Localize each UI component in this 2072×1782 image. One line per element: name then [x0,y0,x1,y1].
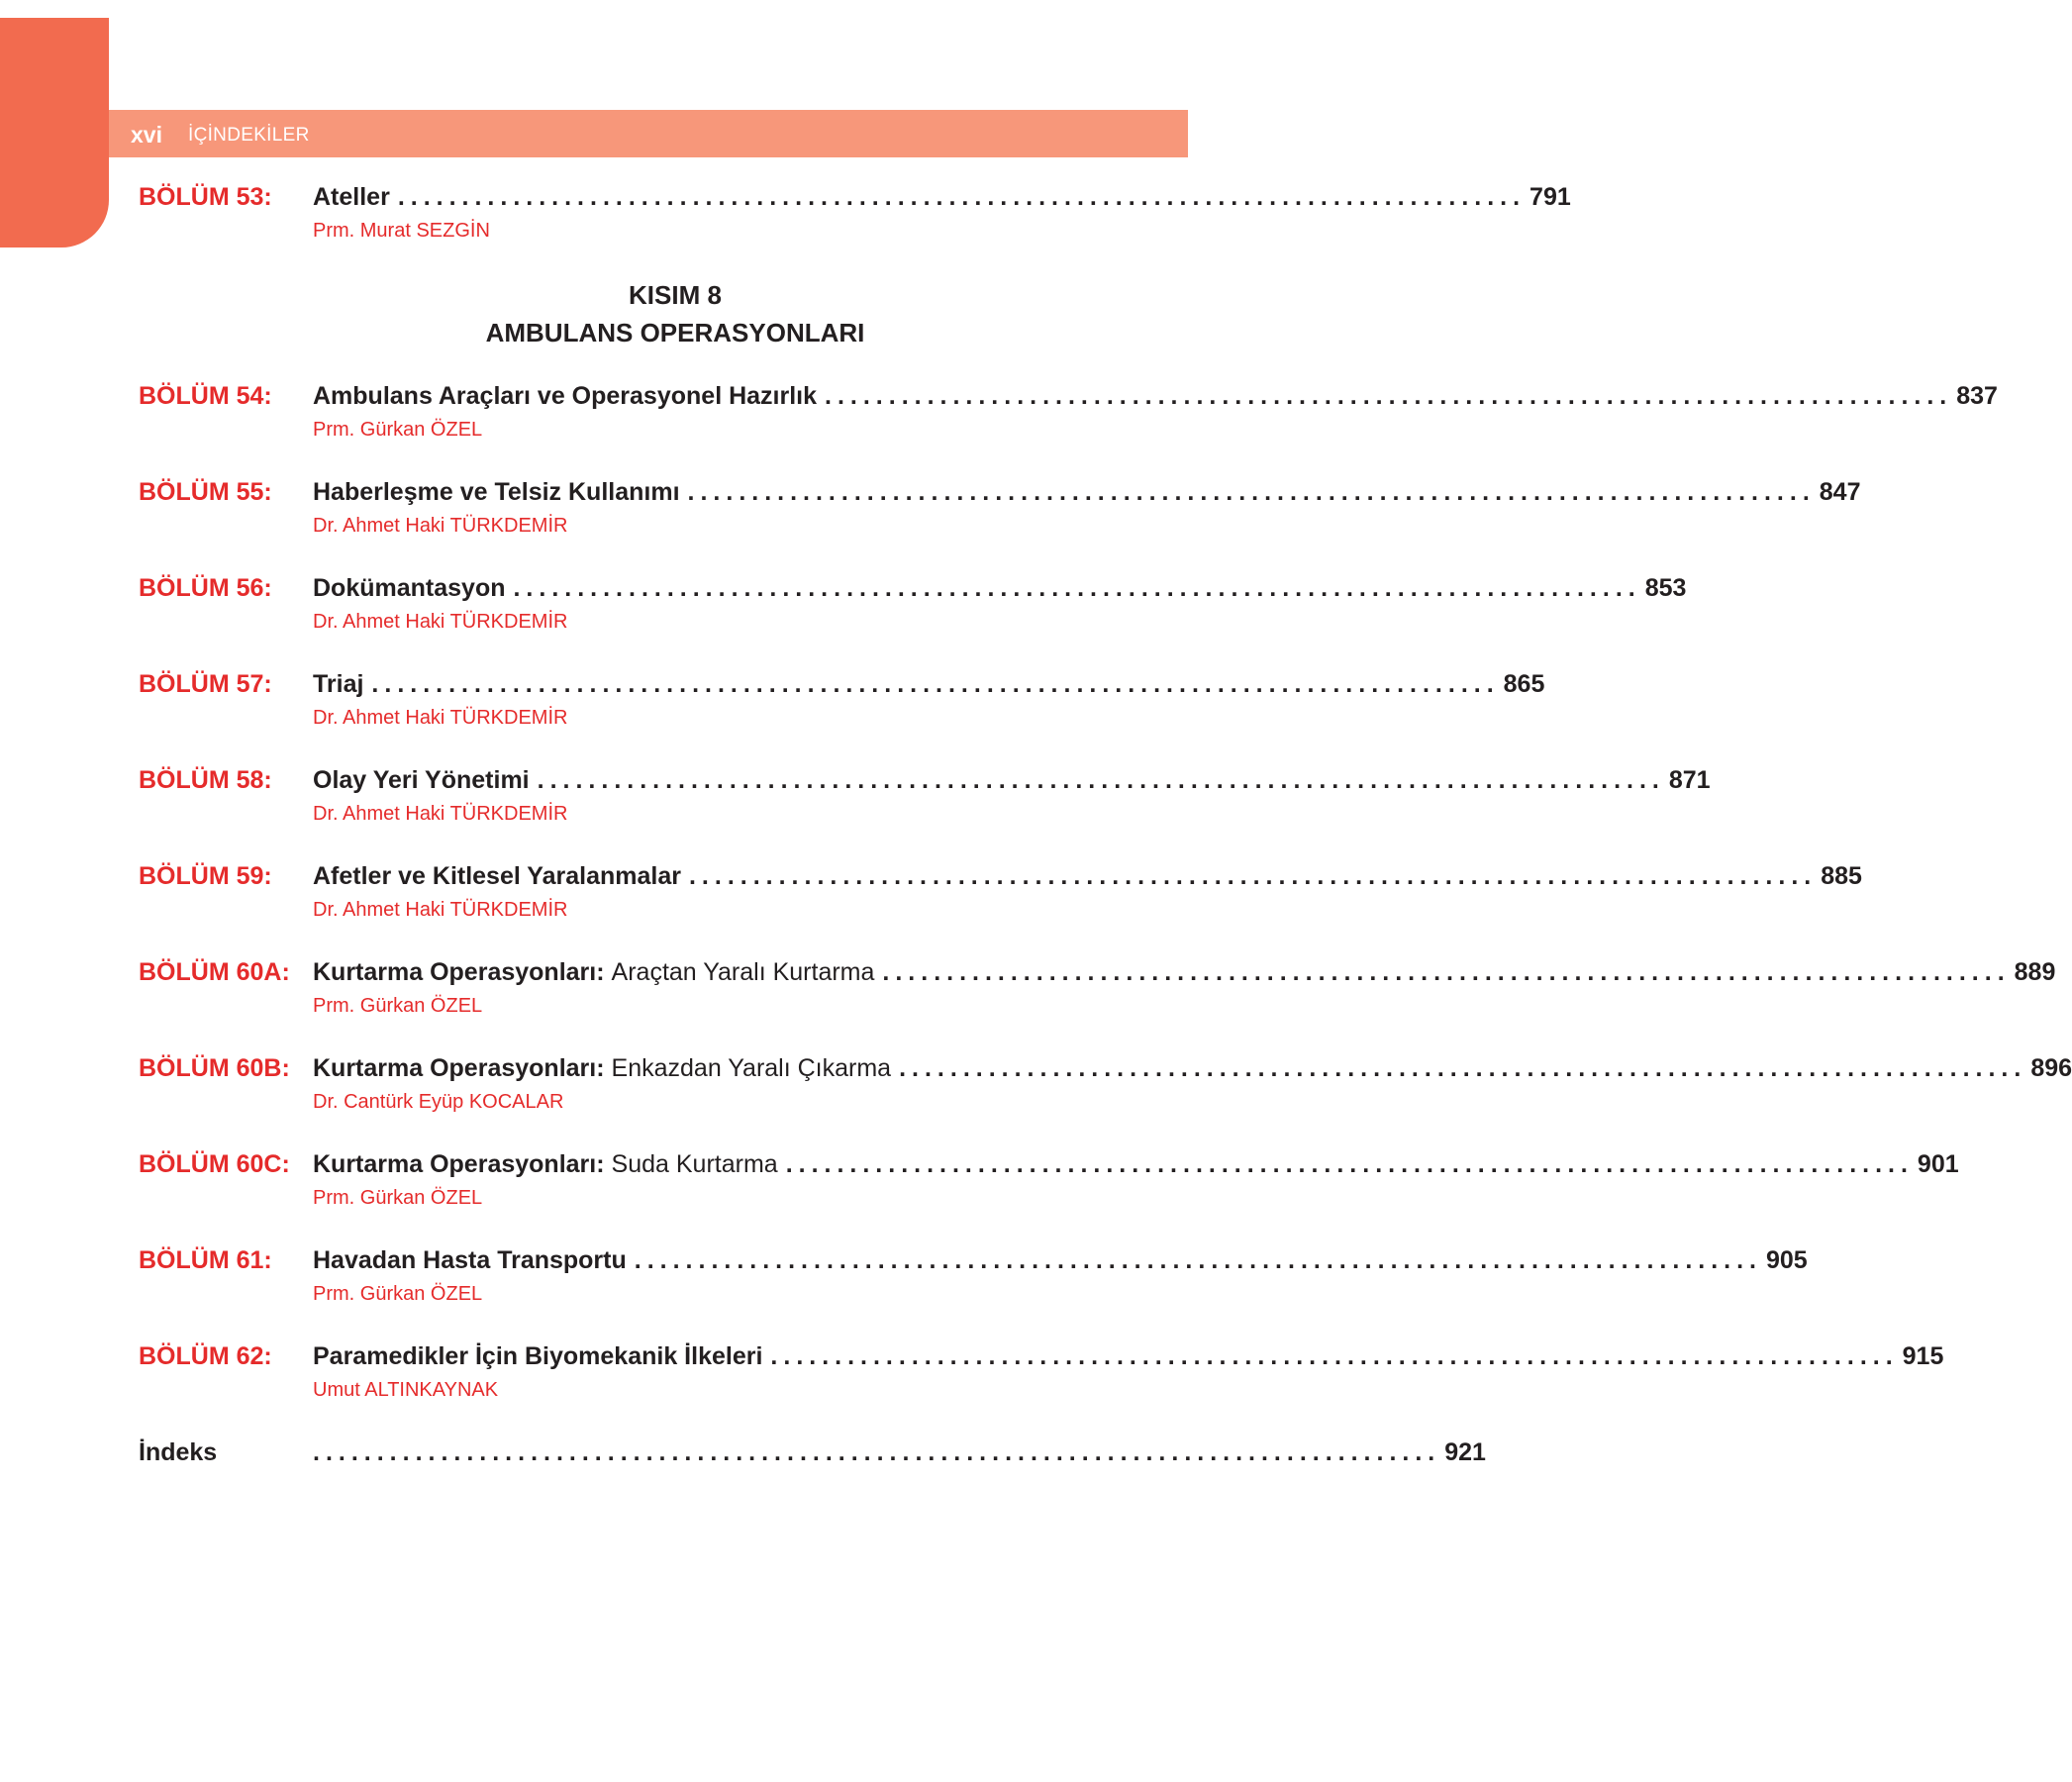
chapter-title: Ambulans Araçları ve Operasyonel Hazırlık [313,382,818,410]
chapter-author: Prm. Gürkan ÖZEL [313,1283,483,1305]
chapter-number: BÖLÜM 56: [139,574,272,602]
chapter-number: BÖLÜM 54: [139,382,272,410]
page-number: 847 [1819,478,1861,506]
chapter-number: BÖLÜM 60B: [139,1054,290,1082]
chapter-number: BÖLÜM 62: [139,1342,272,1370]
leader-dots: ........................................................................................ [899,1054,2027,1082]
page-number: 853 [1644,574,1687,602]
entry-line [313,1052,2072,1084]
chapter-number: BÖLÜM 60A: [139,958,290,986]
leader-dots: ........................................................................................ [688,862,1818,890]
chapter-author: Prm. Gürkan ÖZEL [313,1187,483,1209]
chapter-author: Prm. Murat SEZGİN [313,220,490,242]
chapter-author: Dr. Ahmet Haki TÜRKDEMİR [313,899,568,921]
entry-line [313,1436,1486,1468]
entry-line [313,1148,1959,1180]
page-number: 921 [1444,1438,1486,1466]
entry-line [313,380,1998,412]
leader-dots: ........................................................................................ [513,574,1641,602]
chapter-author: Prm. Gürkan ÖZEL [313,419,483,441]
page-number: 905 [1766,1246,1808,1274]
page-number: 791 [1529,183,1571,211]
chapter-title: Paramedikler İçin Biyomekanik İlkeleri [313,1342,763,1370]
chapter-title: Dokümantasyon [313,574,506,602]
entry-line [313,572,1687,604]
leader-dots: ........................................................................................ [785,1150,1914,1178]
section-title: AMBULANS OPERASYONLARI [485,318,865,347]
chapter-title: Haberleşme ve Telsiz Kullanımı [313,478,680,506]
chapter-author: Dr. Ahmet Haki TÜRKDEMİR [313,707,568,729]
chapter-number: BÖLÜM 60C: [139,1150,290,1178]
chapter-number: BÖLÜM 55: [139,478,272,506]
chapter-author: Dr. Ahmet Haki TÜRKDEMİR [313,803,568,825]
index-label: İndeks [139,1438,218,1466]
chapter-title: Olay Yeri Yönetimi [313,766,530,794]
chapter-number: BÖLÜM 57: [139,670,272,698]
chapter-title: Kurtarma Operasyonları: [313,958,605,986]
entry-line [313,1340,1944,1372]
leader-dots: ........................................................................................ [397,183,1527,211]
chapter-author: Dr. Cantürk Eyüp KOCALAR [313,1091,564,1113]
chapter-title: Havadan Hasta Transportu [313,1246,627,1274]
section-number: KISIM 8 [629,280,722,310]
chapter-subtitle: Suda Kurtarma [611,1150,778,1178]
entry-line [313,1244,1808,1276]
chapter-number: BÖLÜM 58: [139,766,272,794]
leader-dots: ........................................................................................ [371,670,1500,698]
chapter-subtitle: Enkazdan Yaralı Çıkarma [611,1054,892,1082]
entry-line [313,764,1711,796]
chapter-title: Kurtarma Operasyonları: [313,1054,605,1082]
leader-dots: ........................................................................................ [825,382,1953,410]
chapter-title: Triaj [313,670,364,698]
header-page-number: xvi [131,122,162,148]
entry-line [313,956,2056,988]
page-number: 901 [1917,1150,1959,1178]
page-number: 865 [1503,670,1545,698]
page-number: 889 [2014,958,2056,986]
corner-tab-decoration [0,18,109,248]
chapter-number: BÖLÜM 59: [139,862,272,890]
leader-dots: ........................................................................................ [770,1342,1899,1370]
leader-dots: ........................................................................................ [687,478,1816,506]
entry-line [313,860,1862,892]
chapter-author: Prm. Gürkan ÖZEL [313,995,483,1017]
leader-dots: ........................................................................................ [313,1438,1441,1466]
entry-line [313,668,1545,700]
entry-line [313,181,1571,213]
chapter-author: Dr. Ahmet Haki TÜRKDEMİR [313,611,568,633]
leader-dots: ........................................................................................ [882,958,2011,986]
page-number: 896 [2030,1054,2072,1082]
page-number: 871 [1668,766,1711,794]
page-number: 837 [1956,382,1998,410]
chapter-number: BÖLÜM 61: [139,1246,272,1274]
entry-line [313,476,1861,508]
chapter-author: Dr. Ahmet Haki TÜRKDEMİR [313,515,568,537]
chapter-subtitle: Araçtan Yaralı Kurtarma [611,958,875,986]
chapter-title: Afetler ve Kitlesel Yaralanmalar [313,862,681,890]
page-number: 885 [1821,862,1862,890]
chapter-author: Umut ALTINKAYNAK [313,1379,499,1401]
leader-dots: ........................................................................................ [537,766,1665,794]
leader-dots: ........................................................................................ [634,1246,1762,1274]
header-title: İÇİNDEKİLER [188,125,310,146]
page-number: 915 [1902,1342,1944,1370]
chapter-title: Ateller [313,183,390,211]
chapter-title: Kurtarma Operasyonları: [313,1150,605,1178]
chapter-number: BÖLÜM 53: [139,183,272,211]
